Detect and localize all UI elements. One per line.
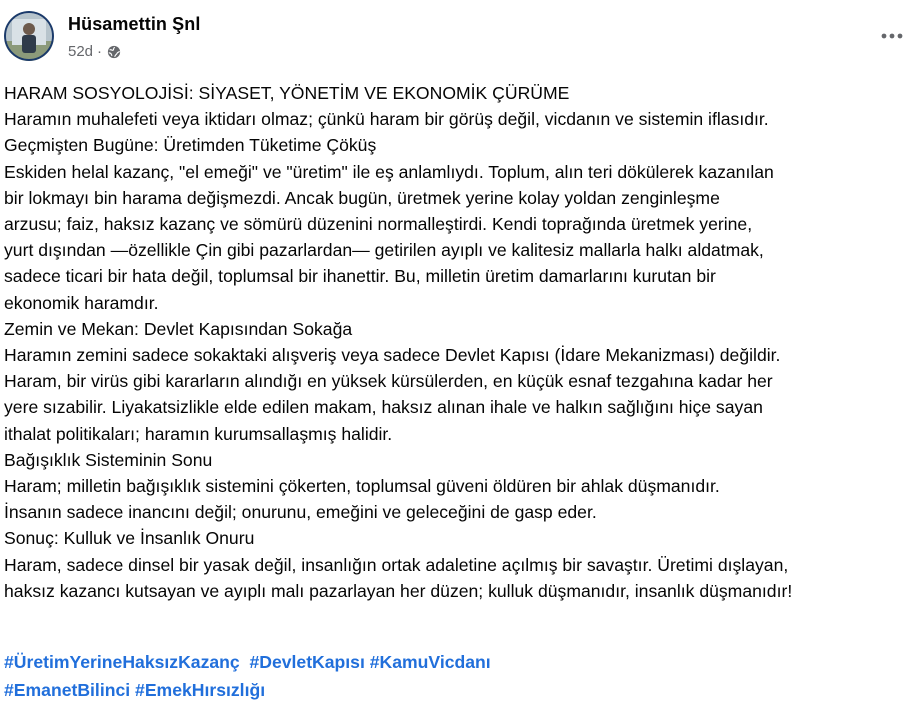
section-heading: Sonuç: Kulluk ve İnsanlık Onuru: [4, 528, 255, 549]
more-options-button[interactable]: [876, 24, 908, 48]
section-heading: Geçmişten Bugüne: Üretimden Tüketime Çöküş: [4, 135, 377, 156]
post-line: İnsanın sadece inancını değil; onurunu, emeğini ve geleceğini de gasp eder.: [4, 502, 597, 523]
profile-photo: [4, 11, 54, 61]
post-line: bir lokmayı bin harama değişmezdi. Ancak bugün, üretmek yerine kolay yoldan zenginleşme: [4, 187, 720, 208]
post-line: haksız kazancı kutsayan ve ayıplı malı pazarlayan her düzen; kulluk düşmanıdır, insanlık düşmanıdır!: [4, 580, 793, 601]
author-name[interactable]: Hüsamettin Şnl: [68, 14, 201, 34]
hashtag-link[interactable]: #ÜretimYerineHaksızKazanç: [4, 652, 240, 672]
post-line: yere sızabilir. Liyakatsizlikle elde edilen makam, haksız alınan ihale ve halkın sağlığını hiçe sayan: [4, 397, 763, 418]
hashtag-link[interactable]: #EmanetBilinci: [4, 680, 131, 700]
section-heading: Bağışıklık Sisteminin Sonu: [4, 449, 213, 470]
post-line: Haram; milletin bağışıklık sistemini çökerten, toplumsal güveni öldüren bir ahlak düşmanıdır.: [4, 476, 720, 497]
post-line: Haram, bir virüs gibi kararların alındığı en yüksek kürsülerden, en küçük esnaf tezgahına kadar her: [4, 371, 773, 392]
globe-icon: [107, 45, 121, 59]
hashtag-link[interactable]: #EmekHırsızlığı: [135, 680, 266, 700]
post-line: Haram, sadece dinsel bir yasak değil, insanlığın ortak adaletine açılmış bir savaştır. Üretimi dışlayan,: [4, 554, 789, 575]
post-line: sadece ticari bir hata değil, toplumsal bir ihanettir. Bu, milletin üretim damarlarını kurutan bir: [4, 266, 716, 287]
avatar[interactable]: [4, 11, 54, 61]
post-line: ekonomik haramdır.: [4, 292, 159, 313]
meta-separator: ·: [97, 43, 103, 60]
section-heading: Zemin ve Mekan: Devlet Kapısından Sokağa: [4, 318, 353, 339]
post-meta: [68, 43, 121, 60]
hashtag-row: [4, 676, 904, 704]
post-line: arzusu; faiz, haksız kazanç ve sömürü düzenini normalleştirdi. Kendi toprağında üretmek yerine,: [4, 214, 753, 235]
hashtag-row: [4, 648, 904, 676]
post-line: ithalat politikaları; haramın kurumsallaşmış halidir.: [4, 423, 393, 444]
post-text: [4, 80, 916, 604]
post-line: yurt dışından —özellikle Çin gibi pazarlardan— getirilen ayıplı ve kalitesiz mallarla halkı aldatmak,: [4, 240, 764, 261]
post-line: Haramın muhalefeti veya iktidarı olmaz; çünkü haram bir görüş değil, vicdanın ve sistemin iflasıdır.: [4, 109, 769, 130]
post-line: Eskiden helal kazanç, "el emeği" ve "üretim" ile eş anlamlıydı. Toplum, alın teri dökülerek kazanılan: [4, 161, 774, 182]
post-title: HARAM SOSYOLOJİSİ: SİYASET, YÖNETİM VE EKONOMİK ÇÜRÜME: [4, 83, 570, 103]
post-time[interactable]: 52d: [68, 43, 94, 60]
more-horizontal-icon: [880, 33, 904, 39]
hashtags: [4, 648, 904, 704]
hashtag-link[interactable]: #DevletKapısı: [249, 652, 365, 672]
post-header: [0, 0, 918, 72]
hashtag-link[interactable]: #KamuVicdanı: [369, 652, 491, 672]
post-line: Haramın zemini sadece sokaktaki alışveriş veya sadece Devlet Kapısı (İdare Mekanizması) değildir.: [4, 345, 781, 366]
